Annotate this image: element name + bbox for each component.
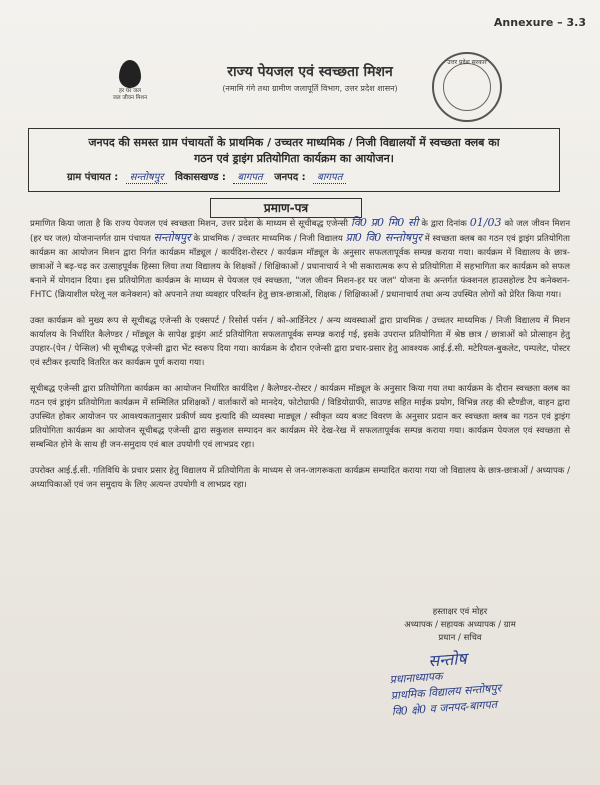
certificate-title: प्रमाण-पत्र	[210, 198, 362, 218]
signature-block	[360, 606, 560, 645]
certificate-body	[30, 216, 570, 504]
water-drop-icon	[119, 60, 141, 88]
logo-text-1: हर घर जल	[119, 88, 141, 94]
para1-text-1: प्रमाणित किया जाता है कि राज्य पेयजल एवं स्वच्छता मिशन, उत्तर प्रदेश के माध्यम से सूचीबद्ध एजेन्सी	[30, 219, 348, 229]
district-value: बागपत	[313, 169, 346, 184]
para1-text-3: को जल जीवन मिशन (हर घर जल) योजनान्तर्गत ग्राम पंचायत	[30, 219, 571, 244]
para1-text-2: के द्वारा दिनांक	[421, 219, 467, 229]
school-name: प्रा0 वि0 सन्तोषपुर	[345, 231, 422, 244]
jal-jeevan-mission-logo	[95, 60, 165, 102]
district-label: जनपद :	[274, 172, 306, 183]
signature-line-3: प्रधान / सचिव	[438, 633, 482, 643]
gram-panchayat-label: ग्राम पंचायत :	[67, 172, 119, 183]
annexure-label: Annexure – 3.3	[493, 16, 586, 29]
signature-line-1: हस्ताक्षर एवं मोहर	[432, 607, 488, 617]
para1-text-5: में स्वच्छता क्लब का गठन एवं ड्राइंग प्रतियोगिता कार्यक्रम का आयोजन मिशन द्वारा निर्गत कार्यक्रम मॉड्यूल / कार्यदिश-रोस्टर / कार्यक्रम मॉड्यूल के अनुसार सफलतापूर्वक सम्पन्न कराया गया। कार्यक्रम में विद्यालय के छात्र-छात्राओं ने बढ़-चढ़ कर उत्साहपूर्वक हिस्सा लिया तथा विद्यालय के शिक्षकों / शिक्षिकाओं / प्रधानाचार्य ने भी सकारात्मक रूप से प्रतियोगिता में सहभागिता कर कार्यक्रम को सफल बनाने में योगदान दिया। इस प्रतियोगिता कार्यक्रम के माध्यम से पेयजल एवं स्वच्छता, "जल जीवन मिशन-हर घर जल" योजना के अन्तर्गत फंक्शनल हाउसहोल्ड टैप कनेक्शन-FHTC (क्रियाशील घरेलू नल कनेक्शन) को अपनाने तथा व्यवहार परिवर्तन हेतु छात्र-छात्राओं, शिक्षक / शिक्षिकाओं / प्रधानाचार्य तथा अन्य उपस्थित लोगों को प्रेरित किया गया।	[30, 234, 570, 300]
paragraph-4: उपरोक्त आई.ई.सी. गतिविधि के प्रचार प्रसार हेतु विद्यालय में प्रतियोगिता के माध्यम से जन-जागरूकता कार्यक्रम सम्पादित कराया गया जो विद्यालय के छात्र-छात्राओं / अध्यापक / अध्यापिकाओं एवं जन समुदाय के लिए अत्यन्त उपयोगी व लाभप्रद रहा।	[30, 466, 570, 490]
paragraph-2: उक्त कार्यक्रम को मुख्य रूप से सूचीबद्ध एजेन्सी के एक्सपर्ट / रिसोर्स पर्सन / को-आर्डिनेटर / अन्य व्यवस्थाओं द्वारा प्राथमिक / उच्चतर माध्यमिक / निजी विद्यालय में मिशन कार्यालय के निर्धारित कैलेण्डर / मॉड्यूल के सापेक्ष ड्राइंग आर्ट प्रतियोगिता सफलतापूर्वक सम्पन्न कराई गई, इसके उपरान्त प्रतियोगिता में श्रेष्ठ छात्र / छात्राओं को प्रोत्साहन हेतु उपहार-(पेन / पेन्सिल) भी सूचीबद्ध एजेन्सी द्वारा भेंट स्वरूप दिया गया। कार्यक्रम के दौरान एजेन्सी द्वारा प्रचार-प्रसार हेतु आवश्यक आई.ई.सी. मटेरियल-बुकलेट, पम्पलेट, पोस्टर एवं स्टीकर इत्यादि वितरित कर कार्यक्रम पूर्ण कराया गया।	[30, 316, 570, 368]
emblem-icon	[443, 63, 491, 111]
emblem-text: उत्तर प्रदेश सरकार	[447, 59, 487, 66]
headmaster-stamp	[388, 644, 572, 720]
location-line	[67, 169, 547, 184]
block-label: विकासखण्ड :	[174, 172, 226, 183]
stamp-line-2: प्राथमिक विद्यालय सन्तोषपुर	[390, 681, 502, 703]
logo-text-2: जल जीवन मिशन	[112, 95, 148, 101]
para1-text-4: के प्राथमिक / उच्चतर माध्यमिक / निजी विद्यालय	[193, 234, 343, 244]
mission-subtitle: (नमामि गंगे तथा ग्रामीण जलापूर्ति विभाग, उत्तर प्रदेश शासन)	[222, 84, 398, 93]
mission-header	[175, 62, 445, 94]
stamp-line-3: वि0 क्षे0 व जनपद-बागपत	[391, 697, 498, 719]
stamp-line-1: प्रधानाध्यापक	[389, 669, 443, 687]
signature-line-2: अध्यापक / सहायक अध्यापक / ग्राम	[404, 620, 516, 630]
program-date: 01/03	[469, 216, 502, 229]
paragraph-3: सूचीबद्ध एजेन्सी द्वारा प्रतियोगिता कार्यक्रम का आयोजन निर्धारित कार्यदिश / कैलेण्डर-रोस्टर / कार्यक्रम मॉड्यूल के अनुसार किया गया तथा कार्यक्रम के दौरान स्वच्छता क्लब का गठन एवं ड्राइंग प्रतियोगिता कार्यक्रम में सम्मिलित प्रशिक्षकों / वार्ताकारों को मानदेय, फोटोग्राफी / विडियोग्राफी, साउण्ड सहित माईक प्रयोग, विभिन्न तरह की स्टैण्डीज, वाहन द्वारा उपस्थित होकर आयोजन पर आवश्यकतानुसार प्रकीर्ण व्यय इत्यादि की व्यवस्था माड्यूल / स्वीकृत व्यय बजट विवरण के अनुसार प्रदान कर स्वच्छता क्लब का गठन एवं ड्राइंग प्रतियोगिता कार्यक्रम का आयोजन सूचीबद्ध एजेन्सी द्वारा सकुशल सम्पादन कर कार्यक्रम मेरे देख-रेख में सफलतापूर्वक सम्पन्न कराया गया। कार्यक्रम पेयजल एवं स्वच्छता से सम्बन्धित होने के साथ ही जन-समुदाय एवं बाल उपयोगी एवं लाभप्रद रहा।	[30, 384, 570, 450]
paragraph-1	[30, 216, 570, 302]
mission-title: राज्य पेयजल एवं स्वच्छता मिशन	[227, 64, 393, 80]
topic-line-2: गठन एवं ड्राइंग प्रतियोगिता कार्यक्रम का आयोजन।	[194, 152, 394, 165]
topic-line-1: जनपद की समस्त ग्राम पंचायतों के प्राथमिक / उच्चतर माध्यमिक / निजी विद्यालयों में स्वच्छता क्लब का	[88, 136, 500, 149]
gram-panchayat-value: सन्तोषपुर	[126, 169, 168, 184]
handwritten-signature: सन्तोष	[427, 648, 468, 671]
agency-name: वि0 प्र0 मि0 सी	[350, 216, 419, 229]
block-value: बागपत	[233, 169, 266, 184]
topic-box	[28, 128, 560, 192]
up-government-emblem	[432, 52, 502, 122]
para1-gram-panchayat: सन्तोषपुर	[153, 231, 191, 244]
